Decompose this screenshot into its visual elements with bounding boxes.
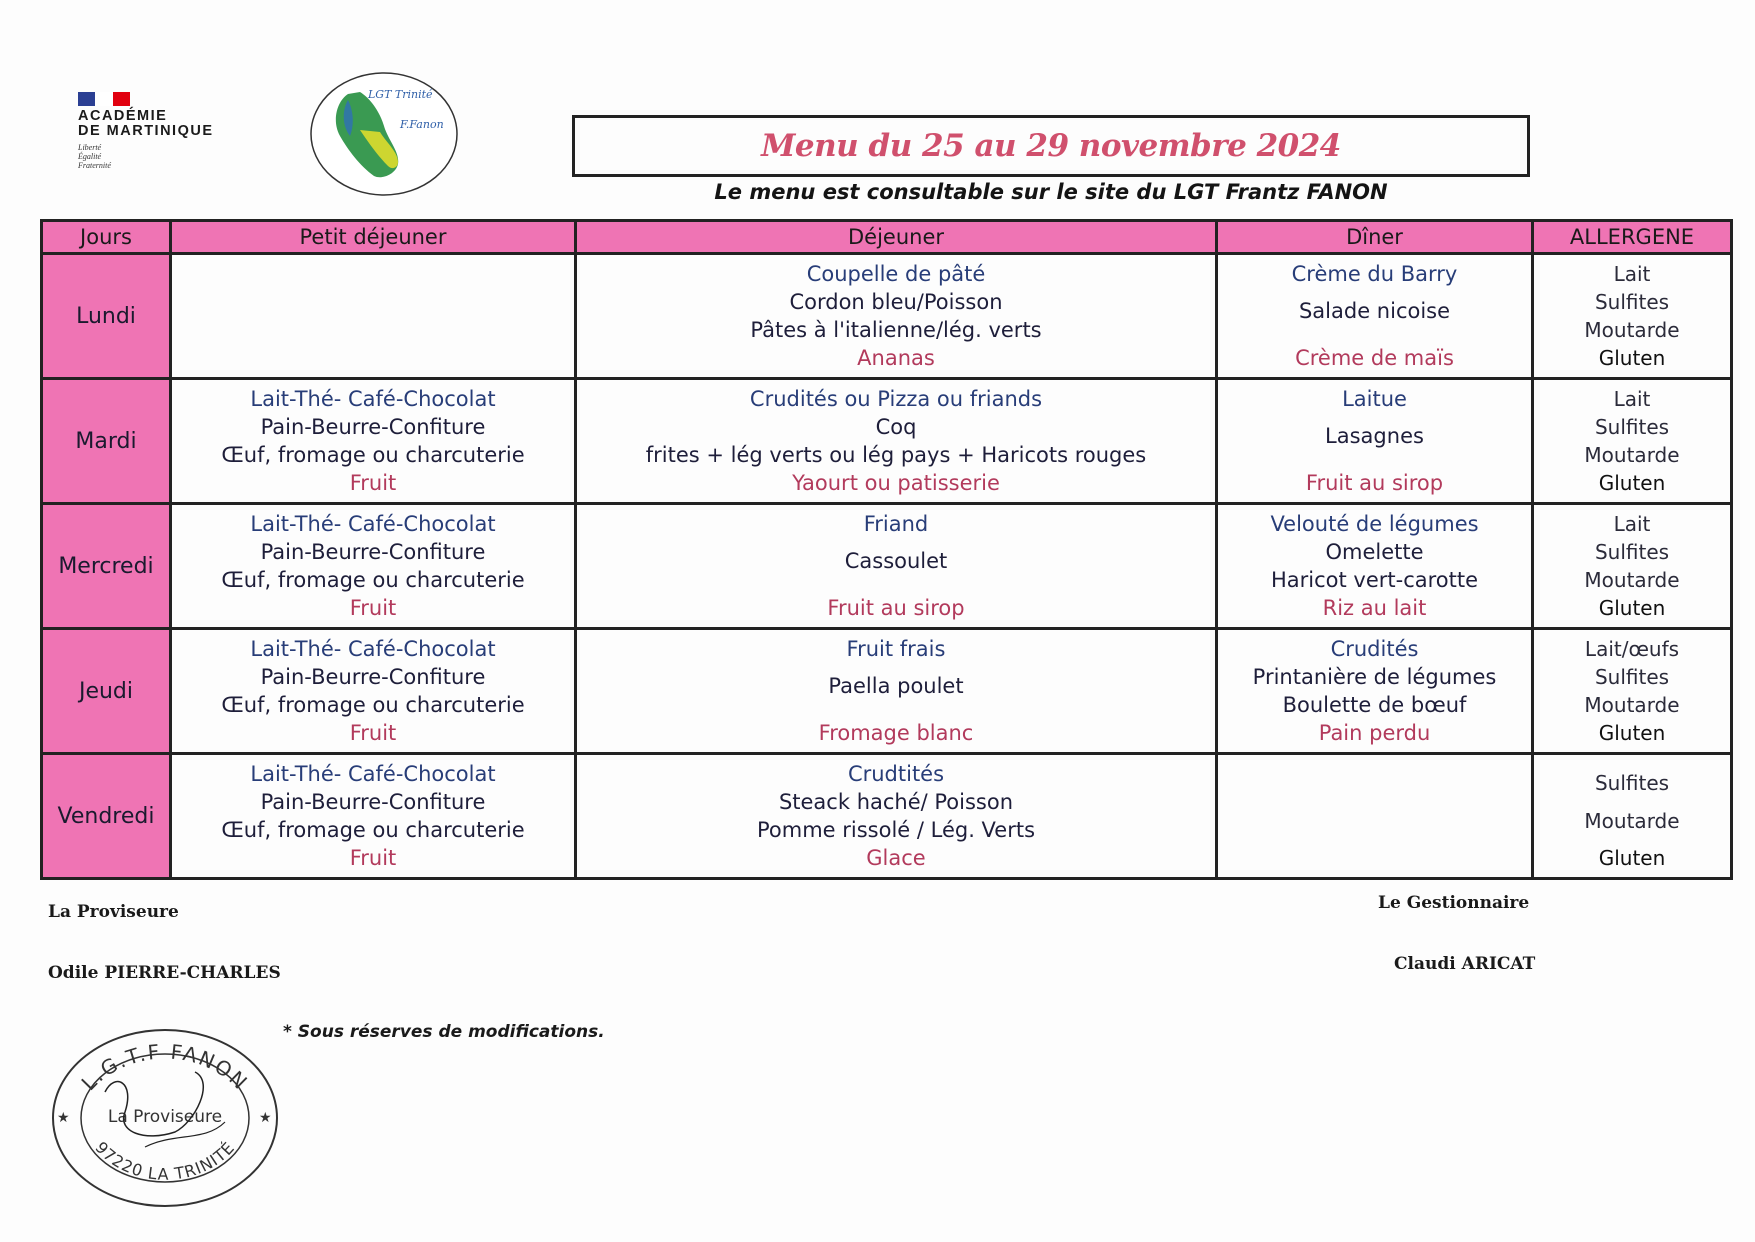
menu-line: Moutarde <box>1584 808 1680 833</box>
menu-line: Crudités ou Pizza ou friands <box>749 387 1043 411</box>
menu-line: Fruit au sirop <box>827 595 965 620</box>
menu-line: Lait <box>1613 512 1651 536</box>
svg-text:★: ★ <box>57 1110 70 1126</box>
menu-line: Crudtités <box>847 762 945 786</box>
petit-dejeuner-cell <box>171 254 576 379</box>
menu-line: Pâtes à l'italienne/lég. verts <box>750 318 1042 342</box>
disclaimer-note: * Sous réserves de modifications. <box>283 1022 605 1042</box>
menu-line: Œuf, fromage ou charcuterie <box>221 818 525 842</box>
menu-line: Ananas <box>857 346 935 370</box>
menu-line: Sulfites <box>1594 771 1670 796</box>
menu-line: Yaourt ou patisserie <box>792 471 1000 495</box>
petit-dejeuner-cell <box>171 629 576 754</box>
menu-table <box>40 219 1733 880</box>
day-cell: Lundi <box>42 254 171 379</box>
table-row <box>42 629 1732 754</box>
menu-line: Sulfites <box>1594 415 1670 439</box>
menu-line: Cordon bleu/Poisson <box>789 290 1003 314</box>
menu-line: Coupelle de pâté <box>806 262 986 286</box>
menu-line: Laitue <box>1342 387 1407 411</box>
allergene-cell <box>1533 379 1732 504</box>
menu-line: Lait-Thé- Café-Chocolat <box>250 512 496 536</box>
day-cell: Mardi <box>42 379 171 504</box>
menu-line: Pomme rissolé / Lég. Verts <box>756 818 1036 842</box>
column-header-diner: Dîner <box>1217 221 1533 254</box>
menu-line: Sulfites <box>1594 665 1670 689</box>
academie-logo <box>78 92 278 170</box>
menu-line: Lait-Thé- Café-Chocolat <box>250 762 496 786</box>
table-row <box>42 504 1732 629</box>
diner-cell <box>1217 504 1533 629</box>
menu-line: Paella poulet <box>828 674 964 699</box>
menu-line: Gluten <box>1598 845 1666 870</box>
page-subtitle: Le menu est consultable sur le site du LGT Frantz FANON <box>714 180 1388 204</box>
menu-line: Fruit frais <box>846 637 946 661</box>
menu-line: Gluten <box>1598 471 1666 495</box>
proviseure-name: Odile PIERRE-CHARLES <box>48 963 281 983</box>
page-title: Menu du 25 au 29 novembre 2024 <box>761 128 1341 164</box>
diner-cell <box>1217 254 1533 379</box>
column-header-dejeuner: Déjeuner <box>576 221 1217 254</box>
dejeuner-cell <box>576 754 1217 879</box>
menu-line: Friand <box>863 512 929 536</box>
menu-line: Salade nicoise <box>1298 299 1451 324</box>
menu-line: Fruit au sirop <box>1305 470 1444 495</box>
menu-line: Gluten <box>1598 721 1666 745</box>
menu-line: Lait/œufs <box>1584 637 1680 661</box>
gestionnaire-name: Claudi ARICAT <box>1394 954 1536 974</box>
table-row <box>42 254 1732 379</box>
svg-text:F.Fanon: F.Fanon <box>400 118 444 131</box>
menu-line: Œuf, fromage ou charcuterie <box>221 443 525 467</box>
menu-line: Boulette de bœuf <box>1282 693 1467 717</box>
dejeuner-cell <box>576 504 1217 629</box>
dejeuner-cell <box>576 379 1217 504</box>
diner-cell <box>1217 379 1533 504</box>
diner-cell <box>1217 629 1533 754</box>
menu-line: Crème du Barry <box>1291 262 1458 286</box>
official-stamp <box>45 1022 285 1212</box>
diner-cell <box>1217 754 1533 879</box>
menu-line: Lait <box>1613 262 1651 286</box>
gestionnaire-title: Le Gestionnaire <box>1378 893 1530 913</box>
svg-text:LGT Trinité: LGT Trinité <box>368 88 433 101</box>
menu-line: Sulfites <box>1594 540 1670 564</box>
french-flag-icon <box>78 92 130 106</box>
menu-line: Glace <box>866 846 926 870</box>
svg-text:★: ★ <box>259 1110 272 1126</box>
day-cell: Vendredi <box>42 754 171 879</box>
menu-line: Omelette <box>1325 540 1424 564</box>
menu-line: Crème de maïs <box>1295 345 1454 370</box>
menu-line: Riz au lait <box>1322 596 1427 620</box>
day-cell: Mercredi <box>42 504 171 629</box>
allergene-cell <box>1533 629 1732 754</box>
menu-line: Fromage blanc <box>818 720 974 745</box>
menu-line: Pain-Beurre-Confiture <box>260 790 486 814</box>
menu-line: Œuf, fromage ou charcuterie <box>221 568 525 592</box>
column-header-allergene: ALLERGENE <box>1533 221 1732 254</box>
menu-line: Gluten <box>1598 596 1666 620</box>
table-row <box>42 754 1732 879</box>
school-logo <box>308 70 460 198</box>
allergene-cell <box>1533 504 1732 629</box>
menu-line: Fruit <box>349 721 397 745</box>
allergene-cell <box>1533 254 1732 379</box>
menu-line: Pain perdu <box>1318 721 1431 745</box>
svg-text:97220 LA TRINITÉ: 97220 LA TRINITÉ <box>91 1137 239 1184</box>
proviseure-title: La Proviseure <box>48 902 179 922</box>
menu-line: Œuf, fromage ou charcuterie <box>221 693 525 717</box>
menu-line: frites + lég verts ou lég pays + Haricots rouges <box>645 443 1147 467</box>
dejeuner-cell <box>576 254 1217 379</box>
column-header-petit-dejeuner: Petit déjeuner <box>171 221 576 254</box>
menu-line: Pain-Beurre-Confiture <box>260 665 486 689</box>
petit-dejeuner-cell <box>171 379 576 504</box>
svg-text:La Proviseure: La Proviseure <box>107 1107 223 1127</box>
column-header-jours: Jours <box>42 221 171 254</box>
menu-line: Moutarde <box>1584 443 1680 467</box>
menu-line: Moutarde <box>1584 568 1680 592</box>
menu-line: Steack haché/ Poisson <box>778 790 1014 814</box>
menu-line: Haricot vert-carotte <box>1270 568 1479 592</box>
menu-line: Moutarde <box>1584 693 1680 717</box>
menu-line: Fruit <box>349 596 397 620</box>
academie-name: ACADÉMIE DE MARTINIQUE <box>78 108 214 139</box>
menu-line: Moutarde <box>1584 318 1680 342</box>
menu-line: Velouté de légumes <box>1270 512 1479 536</box>
allergene-cell <box>1533 754 1732 879</box>
menu-line: Cassoulet <box>844 549 948 574</box>
dejeuner-cell <box>576 629 1217 754</box>
menu-line: Lait-Thé- Café-Chocolat <box>250 387 496 411</box>
day-cell: Jeudi <box>42 629 171 754</box>
menu-line: Printanière de légumes <box>1252 665 1497 689</box>
menu-line: Sulfites <box>1594 290 1670 314</box>
petit-dejeuner-cell <box>171 754 576 879</box>
menu-line: Fruit <box>349 846 397 870</box>
table-header-row <box>42 221 1732 254</box>
menu-line: Lasagnes <box>1325 424 1424 449</box>
menu-line: Crudités <box>1330 637 1419 661</box>
svg-text:L.G.T.F FANON: L.G.T.F FANON <box>76 1039 254 1096</box>
title-box <box>572 115 1530 177</box>
menu-line: Lait <box>1613 387 1651 411</box>
menu-line: Fruit <box>349 471 397 495</box>
table-row <box>42 379 1732 504</box>
menu-line: Gluten <box>1598 346 1666 370</box>
menu-line: Pain-Beurre-Confiture <box>260 540 486 564</box>
menu-line: Coq <box>875 415 917 439</box>
devise: Liberté Égalité Fraternité <box>78 143 111 170</box>
menu-line: Pain-Beurre-Confiture <box>260 415 486 439</box>
petit-dejeuner-cell <box>171 504 576 629</box>
menu-line: Lait-Thé- Café-Chocolat <box>250 637 496 661</box>
